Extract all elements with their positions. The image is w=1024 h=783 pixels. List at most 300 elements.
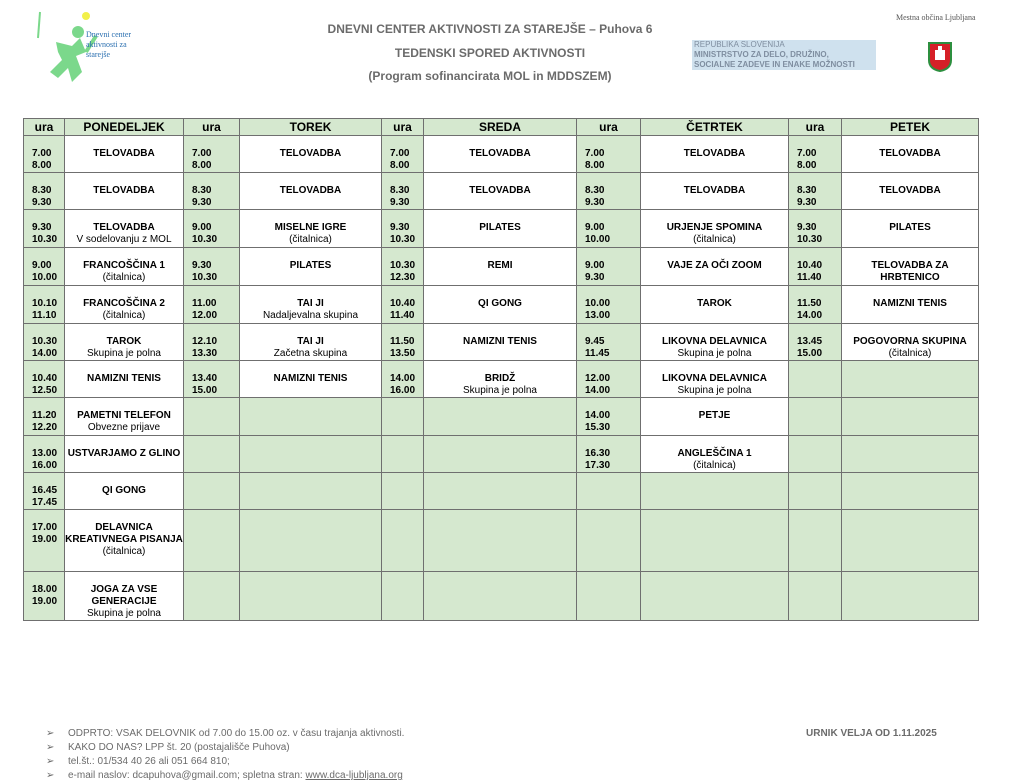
footer-info xyxy=(46,727,404,783)
start-time: 10.40 xyxy=(797,260,823,271)
activity-cell xyxy=(240,473,382,510)
col-friday: PETEK xyxy=(842,119,979,136)
activity-name: USTVARJAMO Z GLINO xyxy=(67,448,181,459)
activity-cell xyxy=(842,398,979,436)
col-time-thu: ura xyxy=(577,119,641,136)
activity-cell xyxy=(641,324,789,361)
activity-note: Skupina je polna xyxy=(87,348,161,359)
start-time: 8.30 xyxy=(390,185,410,196)
activity-cell xyxy=(842,286,979,324)
activity-cell xyxy=(842,436,979,473)
end-time: 15.30 xyxy=(585,422,611,433)
activity-cell xyxy=(641,210,789,248)
activity-cell xyxy=(842,473,979,510)
time-cell xyxy=(184,248,240,286)
activity-cell xyxy=(65,136,184,173)
ministry-line1: REPUBLIKA SLOVENIJA xyxy=(694,40,785,49)
page-title: DNEVNI CENTER AKTIVNOSTI ZA STAREJŠE – Puhova 6 xyxy=(327,22,653,36)
table-row xyxy=(24,572,979,621)
end-time: 8.00 xyxy=(585,160,605,171)
activity-name: FRANCOŠČINA 1 xyxy=(83,260,165,271)
activity-cell xyxy=(641,510,789,572)
activity-cell xyxy=(842,248,979,286)
end-time: 10.30 xyxy=(797,234,823,245)
activity-cell xyxy=(65,510,184,572)
time-cell xyxy=(24,136,65,173)
activity-cell xyxy=(842,361,979,398)
time-cell xyxy=(382,136,424,173)
end-time: 16.00 xyxy=(390,385,416,396)
end-time: 15.00 xyxy=(192,385,218,396)
activity-name: PILATES xyxy=(889,222,931,233)
activity-note: (čitalnica) xyxy=(102,546,146,557)
activity-cell xyxy=(424,510,577,572)
time-cell xyxy=(789,173,842,210)
time-cell xyxy=(577,436,641,473)
end-time: 12.00 xyxy=(192,310,218,321)
activity-name: TELOVADBA xyxy=(469,185,531,196)
activity-cell xyxy=(641,173,789,210)
end-time: 9.30 xyxy=(32,197,52,208)
activity-cell xyxy=(424,473,577,510)
start-time: 11.00 xyxy=(192,298,217,309)
time-cell xyxy=(382,436,424,473)
start-time: 13.45 xyxy=(797,336,823,347)
activity-note: Skupina je polna xyxy=(677,348,752,359)
start-time: 8.30 xyxy=(32,185,52,196)
activity-cell xyxy=(240,510,382,572)
time-cell xyxy=(382,173,424,210)
activity-cell xyxy=(65,286,184,324)
arrow-bullet-icon: ➢ xyxy=(46,728,55,739)
activity-cell xyxy=(842,510,979,572)
footer-line: ➢ e-mail naslov: dcapuhova@gmail.com; spletna stran: www.dca-ljubljana.org xyxy=(46,770,403,781)
end-time: 10.30 xyxy=(390,234,416,245)
time-cell xyxy=(184,473,240,510)
website-link[interactable]: www.dca-ljubljana.org xyxy=(305,770,403,781)
activity-cell xyxy=(424,398,577,436)
end-time: 12.50 xyxy=(32,385,58,396)
time-cell xyxy=(24,572,65,621)
activity-cell xyxy=(240,361,382,398)
activity-cell xyxy=(65,361,184,398)
start-time: 12.00 xyxy=(585,373,611,384)
table-row xyxy=(24,361,979,398)
activity-cell xyxy=(842,210,979,248)
activity-name: MISELNE IGRE xyxy=(274,222,347,233)
time-cell xyxy=(24,248,65,286)
time-cell xyxy=(577,136,641,173)
activity-cell xyxy=(641,398,789,436)
start-time: 10.00 xyxy=(585,298,611,309)
table-row xyxy=(24,324,979,361)
start-time: 10.40 xyxy=(32,373,58,384)
valid-from-note: URNIK VELJA OD 1.11.2025 xyxy=(806,728,937,739)
start-time: 12.10 xyxy=(192,336,218,347)
time-cell xyxy=(24,510,65,572)
time-cell xyxy=(24,361,65,398)
time-cell xyxy=(24,210,65,248)
time-cell xyxy=(184,286,240,324)
activity-cell xyxy=(240,248,382,286)
time-cell xyxy=(24,173,65,210)
table-row xyxy=(24,398,979,436)
activity-note: Skupina je polna xyxy=(87,608,161,619)
activity-name: NAMIZNI TENIS xyxy=(463,336,537,347)
col-wednesday: SREDA xyxy=(424,119,577,136)
activity-note: Nadaljevalna skupina xyxy=(262,310,359,321)
end-time: 14.00 xyxy=(585,385,611,396)
activity-name: TAI JI xyxy=(297,336,324,347)
footer-line: ➢ ODPRTO: VSAK DELOVNIK od 7.00 do 15.00 oz. v času trajanja aktivnosti. xyxy=(46,728,405,739)
time-cell xyxy=(789,361,842,398)
start-time: 10.10 xyxy=(32,298,58,309)
start-time: 9.30 xyxy=(797,222,817,233)
time-cell xyxy=(789,210,842,248)
activity-name: BRIDŽ xyxy=(484,373,516,384)
activity-cell xyxy=(842,173,979,210)
start-time: 9.30 xyxy=(192,260,212,271)
activity-cell xyxy=(641,572,789,621)
activity-note: (čitalnica) xyxy=(693,234,736,245)
activity-cell xyxy=(65,210,184,248)
end-time: 8.00 xyxy=(390,160,410,171)
col-time-fri: ura xyxy=(789,119,842,136)
program-note: (Program sofinancirata MOL in MDDSZEM) xyxy=(368,69,612,83)
start-time: 10.30 xyxy=(32,336,58,347)
ministry-line3: SOCIALNE ZADEVE IN ENAKE MOŽNOSTI xyxy=(694,60,855,69)
activity-cell xyxy=(842,324,979,361)
start-time: 14.00 xyxy=(390,373,416,384)
activity-cell xyxy=(240,572,382,621)
start-time: 14.00 xyxy=(585,410,611,421)
end-time: 12.20 xyxy=(32,422,58,433)
start-time: 8.30 xyxy=(797,185,817,196)
col-monday: PONEDELJEK xyxy=(65,119,184,136)
time-cell xyxy=(184,572,240,621)
time-cell xyxy=(184,398,240,436)
activity-name: TELOVADBA xyxy=(279,185,342,196)
time-cell xyxy=(382,510,424,572)
time-cell xyxy=(382,473,424,510)
activity-name: TAI JI xyxy=(297,298,324,309)
activity-note: (čitalnica) xyxy=(693,460,736,471)
time-cell xyxy=(382,248,424,286)
activity-name: TELOVADBA xyxy=(93,185,155,196)
activity-name: PILATES xyxy=(289,260,332,271)
activity-name: TAROK xyxy=(697,298,732,309)
table-row xyxy=(24,473,979,510)
end-time: 8.00 xyxy=(797,160,817,171)
activity-cell xyxy=(65,173,184,210)
activity-cell xyxy=(424,210,577,248)
activity-cell xyxy=(424,248,577,286)
table-row xyxy=(24,286,979,324)
arrow-bullet-icon: ➢ xyxy=(46,742,55,753)
end-time: 9.30 xyxy=(390,197,410,208)
city-label: Mestna občina Ljubljana xyxy=(896,13,976,22)
end-time: 11.40 xyxy=(797,272,822,283)
time-cell xyxy=(577,210,641,248)
activity-cell xyxy=(424,173,577,210)
end-time: 9.30 xyxy=(797,197,817,208)
end-time: 19.00 xyxy=(32,534,58,545)
end-time: 10.30 xyxy=(192,234,218,245)
activity-name: REMI xyxy=(487,260,513,271)
end-time: 19.00 xyxy=(32,596,58,607)
start-time: 13.00 xyxy=(32,448,58,459)
activity-note: Obvezne prijave xyxy=(87,422,161,433)
end-time: 17.45 xyxy=(32,497,58,508)
activity-name: FRANCOŠČINA 2 xyxy=(83,298,165,309)
time-cell xyxy=(789,324,842,361)
activity-name: POGOVORNA SKUPINA xyxy=(853,336,967,347)
time-cell xyxy=(789,473,842,510)
ministry-logo xyxy=(692,40,876,70)
start-time: 10.30 xyxy=(390,260,416,271)
table-row xyxy=(24,248,979,286)
end-time: 14.00 xyxy=(32,348,58,359)
activity-name: LIKOVNA DELAVNICA xyxy=(662,336,767,347)
time-cell xyxy=(577,473,641,510)
time-cell xyxy=(184,136,240,173)
time-cell xyxy=(382,361,424,398)
activity-name: PETJE xyxy=(698,410,731,421)
activity-note: (čitalnica) xyxy=(888,348,932,359)
end-time: 13.50 xyxy=(390,348,416,359)
end-time: 10.00 xyxy=(32,272,58,283)
activity-cell xyxy=(240,436,382,473)
activity-note: V sodelovanju z MOL xyxy=(76,234,172,245)
time-cell xyxy=(577,248,641,286)
start-time: 7.00 xyxy=(390,148,410,159)
start-time: 11.50 xyxy=(797,298,822,309)
activity-name: TELOVADBA xyxy=(93,222,155,233)
time-cell xyxy=(789,436,842,473)
activity-cell xyxy=(641,473,789,510)
activity-cell xyxy=(641,136,789,173)
activity-cell xyxy=(641,248,789,286)
activity-cell xyxy=(65,398,184,436)
activity-cell xyxy=(240,136,382,173)
activity-name: TELOVADBA xyxy=(683,148,746,159)
start-time: 7.00 xyxy=(585,148,605,159)
start-time: 16.45 xyxy=(32,485,58,496)
footer-line: ➢ tel.št.: 01/534 40 26 ali 051 664 810; xyxy=(46,756,230,767)
time-cell xyxy=(24,324,65,361)
end-time: 11.40 xyxy=(390,310,415,321)
activity-note: (čitalnica) xyxy=(102,310,146,321)
activity-name: TELOVADBA xyxy=(879,148,941,159)
activity-note: (čitalnica) xyxy=(289,234,332,245)
start-time: 17.00 xyxy=(32,522,58,533)
activity-note: (čitalnica) xyxy=(102,272,146,283)
activity-cell xyxy=(842,136,979,173)
start-time: 7.00 xyxy=(192,148,212,159)
table-row xyxy=(24,173,979,210)
activity-name: ANGLEŠČINA 1 xyxy=(677,448,752,459)
activity-cell xyxy=(65,248,184,286)
time-cell xyxy=(789,248,842,286)
time-cell xyxy=(184,173,240,210)
end-time: 13.00 xyxy=(585,310,611,321)
activity-name: DELAVNICA KREATIVNEGA PISANJA xyxy=(65,522,183,545)
col-tuesday: TOREK xyxy=(240,119,382,136)
activity-cell xyxy=(641,436,789,473)
table-header-row xyxy=(24,119,979,136)
time-cell xyxy=(577,398,641,436)
end-time: 10.30 xyxy=(192,272,218,283)
arrow-bullet-icon: ➢ xyxy=(46,756,55,767)
table-row xyxy=(24,510,979,572)
logo-text: Dnevni center aktivnosti za starejše xyxy=(86,30,132,59)
start-time: 13.40 xyxy=(192,373,218,384)
end-time: 10.30 xyxy=(32,234,58,245)
time-cell xyxy=(184,361,240,398)
activity-name: VAJE ZA OČI ZOOM xyxy=(667,260,762,271)
schedule-table xyxy=(23,118,979,621)
start-time: 11.20 xyxy=(32,410,57,421)
activity-cell xyxy=(65,473,184,510)
start-time: 9.00 xyxy=(585,222,605,233)
ministry-line2: MINISTRSTVO ZA DELO, DRUŽINO, xyxy=(694,50,829,59)
activity-name: QI GONG xyxy=(478,298,522,309)
activity-name: PAMETNI TELEFON xyxy=(77,410,171,421)
time-cell xyxy=(789,286,842,324)
activity-name: URJENJE SPOMINA xyxy=(666,222,763,233)
col-time-mon: ura xyxy=(24,119,65,136)
start-time: 9.00 xyxy=(585,260,605,271)
activity-name: NAMIZNI TENIS xyxy=(873,298,947,309)
activity-note: Skupina je polna xyxy=(677,385,752,396)
end-time: 8.00 xyxy=(32,160,52,171)
end-time: 9.30 xyxy=(585,197,605,208)
time-cell xyxy=(184,324,240,361)
activity-cell xyxy=(641,361,789,398)
activity-note: Začetna skupina xyxy=(273,348,348,359)
time-cell xyxy=(24,436,65,473)
time-cell xyxy=(789,136,842,173)
activity-name: NAMIZNI TENIS xyxy=(87,373,161,384)
time-cell xyxy=(577,510,641,572)
activity-name: PILATES xyxy=(479,222,521,233)
activity-name: LIKOVNA DELAVNICA xyxy=(662,373,767,384)
activity-cell xyxy=(240,210,382,248)
time-cell xyxy=(577,173,641,210)
activity-name: TELOVADBA ZA HRBTENICO xyxy=(871,260,949,283)
ljubljana-crest-icon xyxy=(928,42,952,72)
table-row xyxy=(24,136,979,173)
activity-cell xyxy=(424,286,577,324)
activity-name: TELOVADBA xyxy=(93,148,155,159)
start-time: 16.30 xyxy=(585,448,611,459)
time-cell xyxy=(24,286,65,324)
start-time: 8.30 xyxy=(192,185,212,196)
activity-name: TELOVADBA xyxy=(683,185,746,196)
end-time: 15.00 xyxy=(797,348,823,359)
activity-cell xyxy=(424,136,577,173)
end-time: 17.30 xyxy=(585,460,611,471)
start-time: 9.00 xyxy=(192,222,212,233)
start-time: 7.00 xyxy=(32,148,52,159)
time-cell xyxy=(382,286,424,324)
time-cell xyxy=(789,398,842,436)
activity-name: TAROK xyxy=(106,336,142,347)
end-time: 11.10 xyxy=(32,310,57,321)
page-subtitle: TEDENSKI SPORED AKTIVNOSTI xyxy=(394,46,586,60)
end-time: 9.30 xyxy=(192,197,212,208)
time-cell xyxy=(382,324,424,361)
start-time: 18.00 xyxy=(32,584,58,595)
time-cell xyxy=(184,436,240,473)
start-time: 8.30 xyxy=(585,185,605,196)
activity-cell xyxy=(424,361,577,398)
footer-line: ➢ KAKO DO NAS? LPP št. 20 (postajališče Puhova) xyxy=(46,742,290,753)
start-time: 9.30 xyxy=(32,222,52,233)
activity-cell xyxy=(240,286,382,324)
time-cell xyxy=(382,210,424,248)
start-time: 7.00 xyxy=(797,148,817,159)
start-time: 10.40 xyxy=(390,298,416,309)
time-cell xyxy=(789,510,842,572)
time-cell xyxy=(789,572,842,621)
time-cell xyxy=(577,324,641,361)
time-cell xyxy=(382,572,424,621)
end-time: 10.00 xyxy=(585,234,611,245)
col-time-tue: ura xyxy=(184,119,240,136)
activity-name: TELOVADBA xyxy=(469,148,531,159)
activity-note: Skupina je polna xyxy=(463,385,537,396)
time-cell xyxy=(24,473,65,510)
activity-cell xyxy=(240,324,382,361)
col-time-wed: ura xyxy=(382,119,424,136)
table-row xyxy=(24,436,979,473)
activity-cell xyxy=(424,572,577,621)
end-time: 16.00 xyxy=(32,460,58,471)
time-cell xyxy=(577,361,641,398)
col-thursday: ČETRTEK xyxy=(641,119,789,136)
activity-name: TELOVADBA xyxy=(279,148,342,159)
end-time: 8.00 xyxy=(192,160,212,171)
start-time: 9.30 xyxy=(390,222,410,233)
end-time: 13.30 xyxy=(192,348,218,359)
time-cell xyxy=(577,286,641,324)
activity-cell xyxy=(842,572,979,621)
end-time: 14.00 xyxy=(797,310,823,321)
activity-cell xyxy=(65,324,184,361)
activity-name: QI GONG xyxy=(102,485,146,496)
end-time: 12.30 xyxy=(390,272,416,283)
time-cell xyxy=(577,572,641,621)
activity-name: JOGA ZA VSE GENERACIJE xyxy=(90,584,158,607)
start-time: 9.45 xyxy=(585,336,605,347)
table-row xyxy=(24,210,979,248)
activity-cell xyxy=(240,398,382,436)
start-time: 9.00 xyxy=(32,260,52,271)
activity-cell xyxy=(65,572,184,621)
activity-cell xyxy=(424,436,577,473)
activity-cell xyxy=(65,436,184,473)
end-time: 11.45 xyxy=(585,348,610,359)
time-cell xyxy=(382,398,424,436)
activity-name: TELOVADBA xyxy=(879,185,941,196)
start-time: 11.50 xyxy=(390,336,415,347)
activity-cell xyxy=(424,324,577,361)
activity-cell xyxy=(641,286,789,324)
activity-name: NAMIZNI TENIS xyxy=(273,373,348,384)
activity-cell xyxy=(240,173,382,210)
time-cell xyxy=(24,398,65,436)
